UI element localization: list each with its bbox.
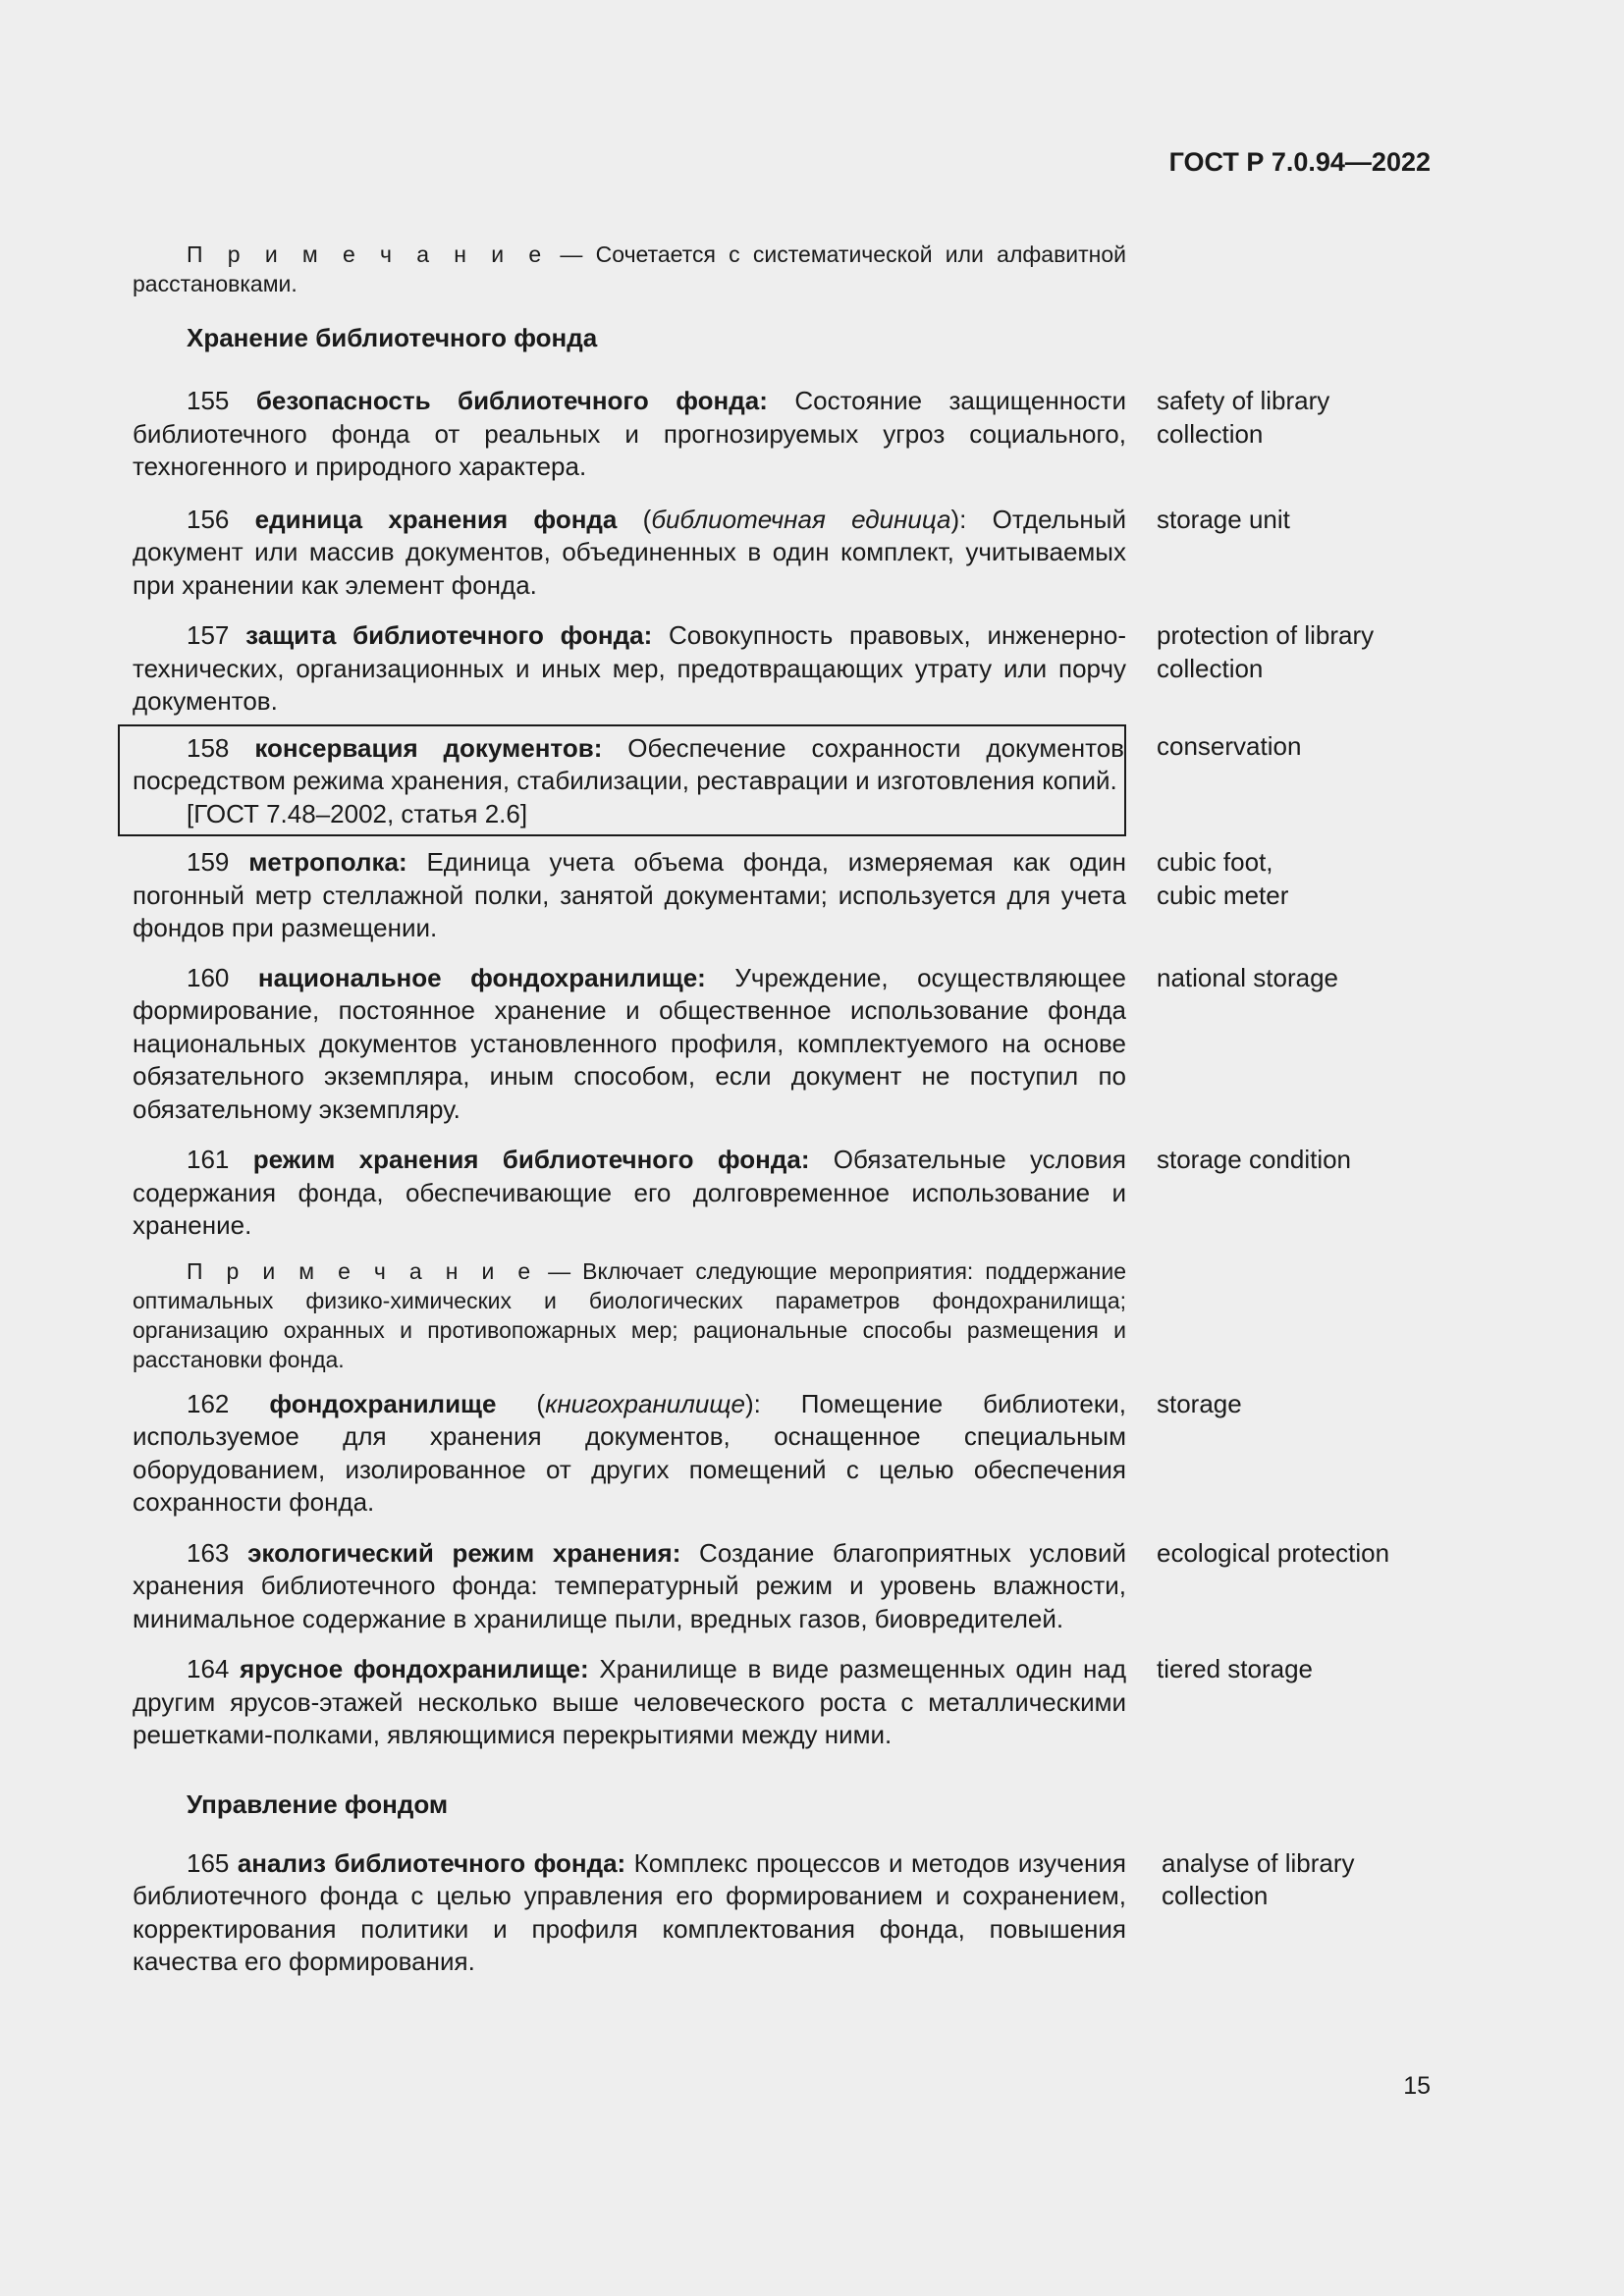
- term-title: национальное фондохранилище:: [257, 962, 706, 992]
- term-entry-159: [133, 846, 1448, 945]
- term-english: tiered storage: [1157, 1654, 1313, 1683]
- term-definition: Учреждение, осуществляющее формирование, постоянное хранение и общественное использование фонда национальных документов установленного профиля, комплектуемого на основе обязательного экземпляра, иным способом, если документ не поступил по обязательному экземпляру.: [133, 962, 1126, 1124]
- term-english: national storage: [1157, 962, 1339, 992]
- term-english: storage unit: [1157, 504, 1290, 534]
- term-synonym: библиотечная единица: [651, 504, 951, 534]
- term-number: 160: [187, 962, 230, 992]
- term-definition: Обеспечение сохранности документов посредством режима хранения, стабилизации, реставрации и изготовления копий.: [133, 732, 1124, 795]
- term-title: фондохранилище: [269, 1388, 497, 1418]
- term-entry-158: [133, 724, 1448, 837]
- note-text: — Сочетается с систематической или алфавитной расстановками.: [133, 241, 1127, 296]
- term-number: 155: [187, 386, 230, 415]
- term-entry-162: 162 фондохранилище (книгохранилище): Помещение библиотеки, используемое для хранения документов, оснащенное специальным оборудованием, изолированное от других помещений с целью обеспечения сохранности фонда. storage: [133, 1388, 1448, 1520]
- term-number: 165: [187, 1847, 230, 1878]
- term-definition: Хранилище в виде размещенных один над другим ярусов-этажей несколько выше человеческого роста с металлическими решетками-полками, являющимися перекрытиями между ними.: [133, 1654, 1126, 1749]
- term-title: единица хранения фонда: [254, 504, 618, 534]
- term-definition: Обязательные условия содержания фонда, обеспечивающие его долговременное использование и хранение.: [133, 1145, 1127, 1240]
- term-number: 156: [187, 504, 230, 534]
- note-label: П р и м е ч а н и е: [187, 241, 548, 267]
- term-number: 158: [187, 732, 230, 763]
- term-english: storage condition: [1157, 1145, 1352, 1174]
- term-english: ecological protection: [1157, 1537, 1390, 1568]
- term-definition: Отдельный документ или массив документов, объединенных в один комплект, учитываемых при хранении как элемент фонда.: [133, 504, 1126, 600]
- term-english: analyse of library collection: [1162, 1847, 1355, 1910]
- term-title: экологический режим хранения:: [247, 1537, 681, 1568]
- term-definition: Состояние защищенности библиотечного фонда от реальных и прогнозируемых угроз социального, техногенного и природного характера.: [133, 386, 1126, 481]
- term-definition: Совокупность правовых, инженерно-технических, организационных и иных мер, предотвращающих утрату или порчу документов.: [133, 620, 1126, 716]
- note-161: [133, 1256, 1126, 1374]
- term-entry-163: [133, 1537, 1448, 1636]
- term-title: защита библиотечного фонда:: [245, 620, 653, 650]
- note-label: П р и м е ч а н и е: [187, 1257, 537, 1284]
- section-heading-storage: Хранение библиотечного фонда: [187, 323, 598, 352]
- page-number: 15: [1403, 2072, 1431, 2100]
- term-definition: Помещение библиотеки, используемое для хранения документов, оснащенное специальным оборудованием, изолированное от других помещений с целью обеспечения сохранности фонда.: [133, 1388, 1126, 1517]
- term-english: cubic foot, cubic meter: [1157, 847, 1289, 910]
- term-number: 159: [187, 847, 230, 877]
- term-entry-156: 156 единица хранения фонда (библиотечная единица): Отдельный документ или массив документов, объединенных в один комплект, учитываемых при хранении как элемент фонда. storage unit: [133, 504, 1448, 603]
- term-english: protection of library collection: [1157, 620, 1375, 683]
- term-entry-164: [133, 1653, 1448, 1752]
- term-title: режим хранения библиотечного фонда:: [252, 1145, 810, 1174]
- page-content: [133, 240, 1448, 1979]
- term-english: conservation: [1157, 730, 1302, 761]
- section-heading-management: Управление фондом: [187, 1789, 449, 1819]
- term-number: 162: [187, 1388, 230, 1418]
- term-entry-157: [133, 619, 1448, 719]
- term-entry-155: [133, 385, 1448, 484]
- term-title: метрополка:: [248, 847, 407, 877]
- term-definition: Комплекс процессов и методов изучения библиотечного фонда с целью управления его формированием и сохранением, корректирования политики и профиля комплектования фонда, повышения качества его формирования.: [133, 1847, 1126, 1976]
- term-number: 157: [187, 620, 230, 650]
- term-title: консервация документов:: [254, 732, 603, 763]
- document-header: ГОСТ Р 7.0.94—2022: [1168, 147, 1431, 177]
- term-reference: [ГОСТ 7.48–2002, статья 2.6]: [187, 798, 528, 828]
- boxed-term: [118, 724, 1126, 837]
- term-title: ярусное фондохранилище:: [240, 1654, 589, 1683]
- term-entry-165: [133, 1847, 1448, 1979]
- term-definition: Создание благоприятных условий хранения библиотечного фонда: температурный режим и уровень влажности, минимальное содержание в хранилище пыли, вредных газов, биовредителей.: [133, 1537, 1126, 1633]
- note-top: [133, 240, 1126, 298]
- term-entry-160: [133, 962, 1448, 1127]
- term-number: 163: [187, 1537, 230, 1568]
- term-title: безопасность библиотечного фонда:: [255, 386, 768, 415]
- term-synonym: книгохранилище: [545, 1388, 745, 1418]
- term-number: 161: [187, 1145, 230, 1174]
- term-number: 164: [187, 1654, 230, 1683]
- term-title: анализ библиотечного фонда:: [237, 1847, 626, 1878]
- term-english: storage: [1157, 1388, 1242, 1418]
- term-entry-161: [133, 1144, 1448, 1243]
- term-english: safety of library collection: [1157, 386, 1330, 449]
- term-definition: Единица учета объема фонда, измеряемая как один погонный метр стеллажной полки, занятой документами; используется для учета фондов при размещении.: [133, 847, 1126, 942]
- note-text: — Включает следующие мероприятия: поддержание оптимальных физико-химических и биологических параметров фондохранилища; организацию охранных и противопожарных мер; рациональные способы размещения и расстановки фонда.: [133, 1257, 1127, 1372]
